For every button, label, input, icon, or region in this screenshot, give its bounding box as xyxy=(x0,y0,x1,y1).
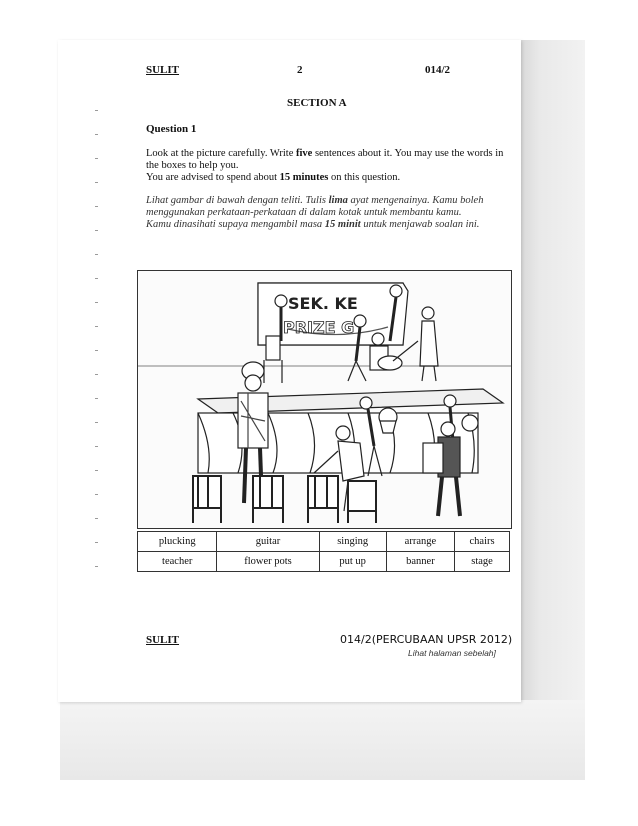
instr-en-text: Look at the picture carefully. Write xyxy=(146,148,297,159)
word-box-row xyxy=(138,552,510,572)
word-cell: guitar xyxy=(217,532,319,552)
instr-ms-bold: 15 minit xyxy=(324,219,361,230)
instr-en-bold: five xyxy=(296,148,313,159)
instr-ms-text: ayat mengenainya. Kamu boleh menggunakan perkataan-perkataan di dalam kotak untuk membantu kamu. xyxy=(146,195,484,218)
section-title: SECTION A xyxy=(287,97,347,109)
margin-tick xyxy=(95,374,98,375)
header-page-number: 2 xyxy=(297,64,303,76)
margin-tick xyxy=(95,470,98,471)
word-cell: singing xyxy=(319,532,386,552)
word-box-row xyxy=(138,532,510,552)
margin-tick xyxy=(95,350,98,351)
word-cell: stage xyxy=(455,552,510,572)
word-cell: flower pots xyxy=(217,552,319,572)
margin-tick xyxy=(95,254,98,255)
margin-tick xyxy=(95,110,98,111)
margin-tick xyxy=(95,542,98,543)
scan-shadow-bottom xyxy=(60,700,585,780)
scan-shadow-right xyxy=(520,40,585,780)
word-cell: put up xyxy=(319,552,386,572)
margin-tick xyxy=(95,206,98,207)
footer-paper-code: 014/2(PERCUBAAN UPSR 2012) xyxy=(340,633,513,646)
footer-turn-over-note: Lihat halaman sebelah] xyxy=(408,648,496,658)
banner-text-line1: SEK. KE xyxy=(288,294,358,313)
question-title: Question 1 xyxy=(146,123,197,135)
margin-tick xyxy=(95,566,98,567)
margin-tick xyxy=(95,326,98,327)
margin-tick xyxy=(95,158,98,159)
margin-tick xyxy=(95,134,98,135)
word-cell: teacher xyxy=(138,552,217,572)
instr-en-text: You are advised to spend about xyxy=(146,172,280,183)
margin-tick xyxy=(95,278,98,279)
word-cell: arrange xyxy=(386,532,454,552)
margin-tick xyxy=(95,494,98,495)
word-cell: banner xyxy=(386,552,454,572)
margin-tick xyxy=(95,422,98,423)
word-cell: chairs xyxy=(455,532,510,552)
banner-text-line2: PRIZE G xyxy=(283,318,355,337)
margin-tick xyxy=(95,230,98,231)
instr-ms-text: Lihat gambar di bawah dengan teliti. Tulis xyxy=(146,195,329,206)
header-sulit: SULIT xyxy=(146,64,180,76)
margin-tick xyxy=(95,182,98,183)
instr-ms-bold: lima xyxy=(328,195,348,206)
footer-sulit: SULIT xyxy=(146,634,180,646)
instr-ms-text: Kamu dinasihati supaya mengambil masa xyxy=(146,219,325,230)
margin-tick xyxy=(95,302,98,303)
margin-tick xyxy=(95,398,98,399)
instr-en-bold: 15 minutes xyxy=(279,172,329,183)
instructions-english xyxy=(146,148,511,184)
prize-giving-illustration xyxy=(138,271,511,528)
word-cell: plucking xyxy=(138,532,217,552)
margin-tick xyxy=(95,518,98,519)
instr-ms-text: untuk menjawab soalan ini. xyxy=(360,219,480,230)
word-box-table xyxy=(137,531,510,572)
header-paper-code: 014/2 xyxy=(425,64,451,76)
instr-en-text: sentences about it. You may use the words in the boxes to help you. xyxy=(146,148,504,171)
instr-en-text: on this question. xyxy=(328,172,401,183)
margin-tick xyxy=(95,446,98,447)
question-picture xyxy=(137,270,512,529)
margin-ticks xyxy=(95,110,98,610)
instructions-malay xyxy=(146,195,511,231)
